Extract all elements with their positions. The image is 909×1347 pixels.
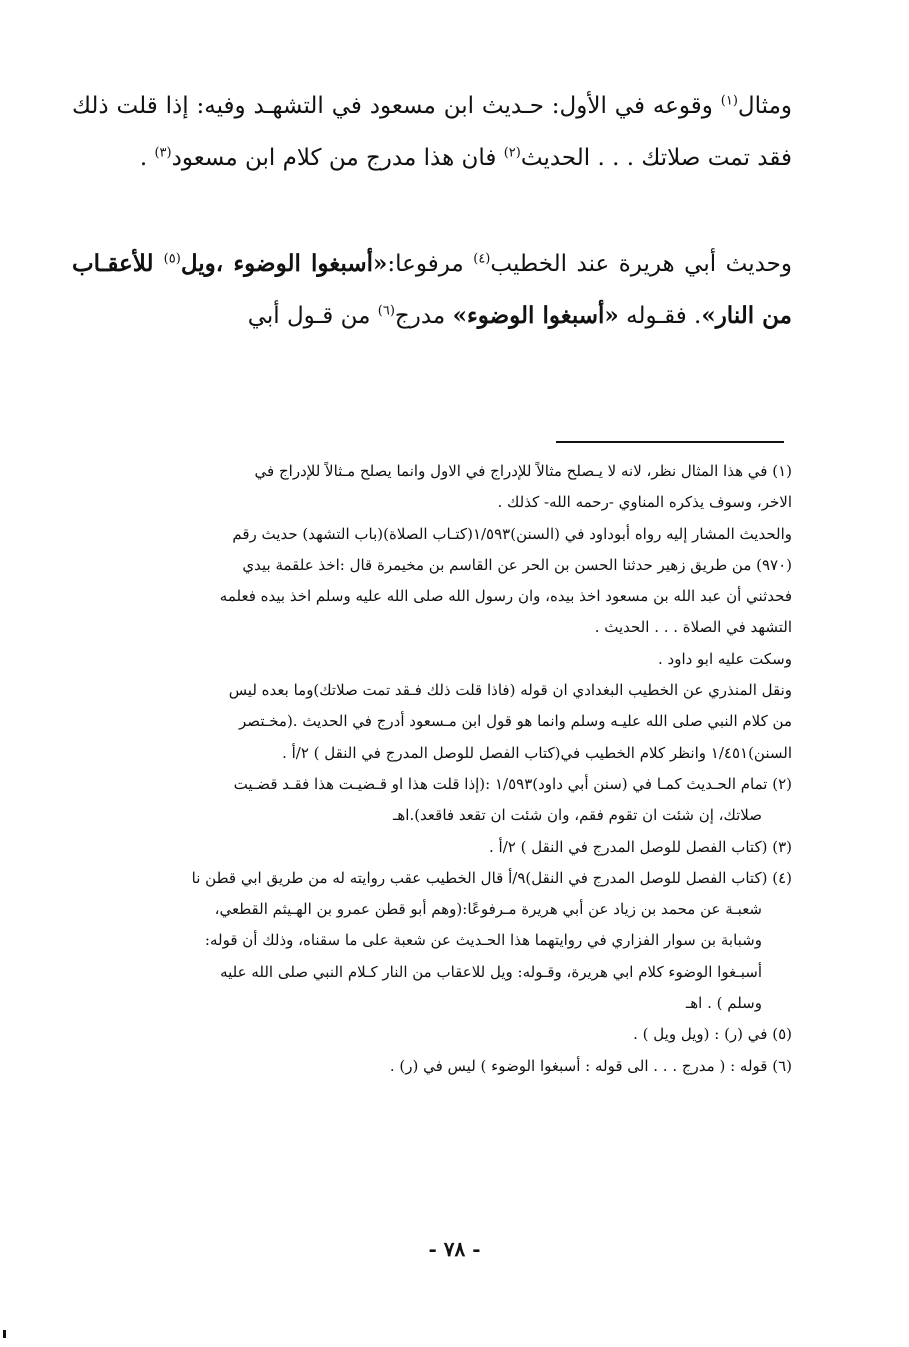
footnote-line: شعبـة عن محمد بن زياد عن أبي هريرة مـرفوعًا:(وهم أبو قطن عمرو بن الهـيثم القطعي، bbox=[214, 900, 762, 919]
footnote-line: من كلام النبي صلى الله عليـه وسلم وانما هو قول ابن مـسعود أدرج في الحديث .(مخـتصر bbox=[239, 712, 792, 731]
footnote-line: (١) في هذا المثال نظر، لانه لا يـصلح مثالاً للإدراج في الاول وانما يصلح مـثالاً للإدراج في bbox=[254, 462, 792, 480]
footnote-ref-1: (١) bbox=[720, 93, 738, 109]
body-paragraph-2 bbox=[72, 238, 792, 342]
body-paragraph-1 bbox=[72, 80, 792, 184]
footnote-line: صلاتك، إن شئت ان تقوم فقم، وان شئت ان تقعد فاقعد).اهـ bbox=[392, 806, 762, 825]
footnote-line: وسكت عليه ابو داود . bbox=[657, 649, 792, 668]
footnote-line: وشبابة بن سوار الفزاري في روايتهما هذا الحـديث عن شعبة على ما سقناه، وذلك أن قوله: bbox=[204, 931, 762, 950]
p1-text-1: ومثال bbox=[737, 93, 792, 119]
footnote-ref-5: (٥) bbox=[163, 251, 181, 267]
footnote-line: أسبـغوا الوضوء كلام ابي هريرة، وقـوله: ويل للاعقاب من النار كـلام النبي صلى الله عليه bbox=[220, 962, 762, 981]
footnotes bbox=[72, 456, 792, 1082]
p1-text-4: . bbox=[139, 145, 155, 171]
footnote-ref-2: (٢) bbox=[503, 145, 521, 161]
footnote-line: (٢) تمام الحـديث كمـا في (سنن أبي داود)١/٥٩٣ :(إذا قلت هذا او قـضيـت هذا فقـد قضـيت bbox=[233, 774, 792, 793]
hadith-quote-2: للأعقـاب من النار» bbox=[72, 250, 792, 329]
footnote-line: التشهد في الصلاة . . . الحديث . bbox=[594, 618, 792, 637]
footnote-line: فحدثني أن عبد الله بن مسعود اخذ بيده، وان رسول الله صلى الله عليه وسلم اخذ بيده فعلمه bbox=[219, 587, 792, 606]
footnote-line: (٤) (كتاب الفصل للوصل المدرج في النقل)٩/أ قال الخطيب عقب روايته له من طريق ابي قطن نا bbox=[191, 868, 792, 887]
p2-text-1: وحديث أبي هريرة عند الخطيب bbox=[490, 251, 792, 277]
footnote-line: والحديث المشار إليه رواه أبوداود في (السنن)١/٥٩٣(كتـاب الصلاة)(باب التشهد) حديث رقم bbox=[232, 524, 792, 543]
footnote-line: (٩٧٠) من طريق زهير حدثنا الحسن بن الحر عن القاسم بن مخيمرة قال :اخذ علقمة بيدي bbox=[242, 555, 792, 574]
p2-text-3: . فقـوله bbox=[618, 303, 702, 329]
p2-text-4: مدرج bbox=[394, 303, 453, 329]
scan-edge-mark bbox=[3, 1330, 6, 1338]
footnote-separator bbox=[556, 441, 784, 443]
hadith-quote-3: «أسبغوا الوضوء» bbox=[452, 302, 619, 329]
footnote-line: (٥) في (ر) : (ويل ويل ) . bbox=[633, 1025, 792, 1044]
footnote-ref-3: (٣) bbox=[154, 145, 172, 161]
p2-text-2: مرفوعا: bbox=[387, 251, 474, 277]
footnote-line: (٣) (كتاب الفصل للوصل المدرج في النقل ) ٢/أ . bbox=[489, 837, 792, 856]
p1-text-2: وقوعه في الأول: حـديث ابن مسعود في التشهـد وفيه: إذا قلت ذلك فقد تمت صلاتك . . . الحديث bbox=[72, 93, 792, 171]
footnote-line: الاخر، وسوف يذكره المناوي -رحمه الله- كذلك . bbox=[497, 493, 792, 512]
footnote-ref-4: (٤) bbox=[473, 251, 491, 267]
page-number: - ٧٨ - bbox=[428, 1237, 481, 1261]
footnote-line: السنن)١/٤٥١ وانظر كلام الخطيب في(كتاب الفصل للوصل المدرج في النقل ) ٢/أ . bbox=[282, 743, 792, 762]
footnote-line: وسلم ) . اهـ bbox=[685, 994, 762, 1013]
footnote-ref-6: (٦) bbox=[377, 303, 395, 319]
footnote-line: (٦) قوله : ( مدرج . . . الى قوله : أسبغوا الوضوء ) ليس في (ر) . bbox=[389, 1056, 792, 1075]
hadith-quote-1: «أسبغوا الوضوء ،ويل bbox=[180, 250, 388, 277]
footnote-line: ونقل المنذري عن الخطيب البغدادي ان قوله (فاذا قلت ذلك فـقد تمت صلاتك)وما بعده ليس bbox=[228, 681, 792, 700]
p2-text-5: من قـول أبي bbox=[247, 303, 378, 329]
p1-text-3: فان هذا مدرج من كلام ابن مسعود bbox=[171, 145, 504, 171]
